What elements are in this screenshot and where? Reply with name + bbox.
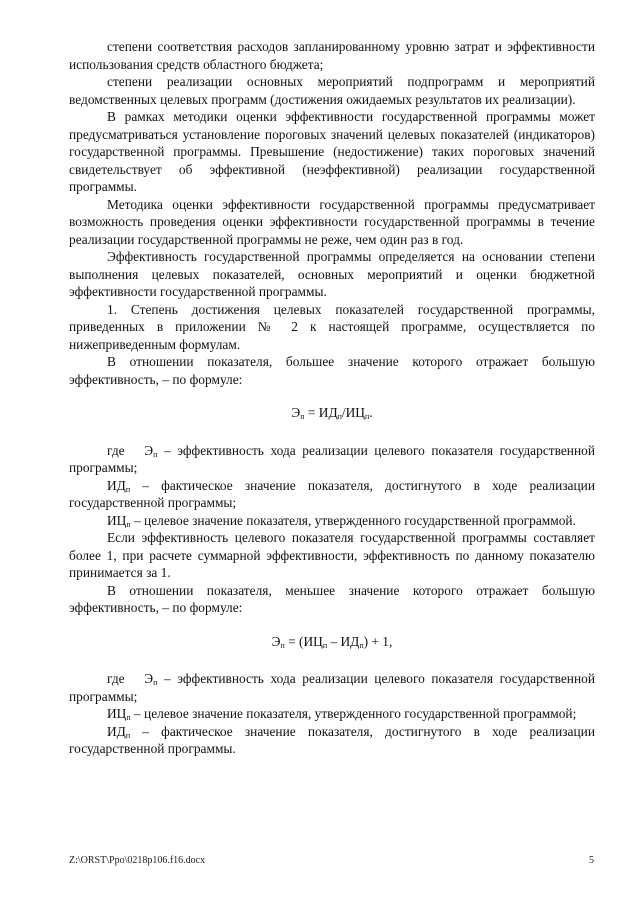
symbol-its-2-sub: п (126, 713, 131, 722)
paragraph-5: Эффективность государственной программы определяется на основании степени выполнения целевых показателей, основных мероприятий и оценки бюджетной эффективности государственной программы. (69, 249, 595, 299)
symbol-its-sub: п (126, 519, 131, 529)
paragraph-3: В рамках методики оценки эффективности государственной программы может предусматриваться установление пороговых значений целевых показателей (индикаторов) государственной программы. Превышение (недостижение) таких пороговых значений свидетельствует об эффективной (неэффективной) реализации государственной программы. (69, 109, 595, 194)
formula-1-numerator-sub: п (337, 412, 342, 421)
formula-1-denominator: ИЦ (345, 405, 365, 420)
formula-2 (69, 633, 595, 651)
formula-2-a: ИЦ (303, 633, 323, 649)
formula-1-lhs: Э (291, 405, 301, 420)
definition-its-2 (69, 705, 595, 723)
symbol-id-sub: п (125, 484, 131, 494)
formula-2-minus: – (327, 633, 341, 649)
definition-e-1-text: – эффективность хода реализации целевого показателя государственной программы; (69, 442, 596, 475)
formula-2-a-sub: п (322, 640, 328, 650)
definition-id-1 (69, 477, 595, 512)
formula-1-div: / (341, 405, 346, 420)
page-number: 5 (589, 855, 594, 866)
symbol-id-2-sub: п (125, 730, 131, 740)
formula-1 (69, 404, 595, 422)
definition-its-1-text: – целевое значение показателя, утвержденного государственной программой. (133, 512, 576, 528)
formula-1-end: . (369, 405, 373, 420)
symbol-its-2: ИЦ (107, 706, 127, 721)
paragraph-11: Если эффективность целевого показателя государственной программы составляет более 1, при расчете суммарной эффективности, эффективность по данному показателю принимается за 1. (69, 530, 595, 580)
formula-1-numerator: ИД (318, 405, 338, 420)
paragraph-4: Методика оценки эффективности государственной программы предусматривает возможность проведения оценки эффективности государственной программы в течение реализации государственной программы не реже, чем один раз в год. (69, 196, 595, 247)
paragraph-7: В отношении показателя, большее значение которого отражает большую эффективность, – по формуле: (69, 354, 595, 387)
where-word: где (107, 442, 125, 458)
paragraph-1: степени соответствия расходов запланированному уровню затрат и эффективности использования средств областного бюджета; (69, 39, 595, 72)
formula-1-lhs-sub: п (300, 412, 305, 421)
symbol-e-2: Э (144, 671, 154, 686)
symbol-e: Э (144, 442, 154, 458)
formula-1-denominator-sub: п (364, 412, 370, 421)
where-word-2: где (107, 671, 125, 686)
symbol-e-2-sub: п (153, 678, 158, 687)
formula-2-lhs: Э (271, 633, 281, 649)
formula-2-b: ИД (340, 633, 360, 649)
symbol-id: ИД (107, 477, 126, 493)
definition-its-2-text: – целевое значение показателя, утвержденного государственной программой; (133, 706, 577, 721)
formula-2-end: ) + 1, (363, 633, 393, 649)
symbol-e-sub: п (153, 449, 158, 459)
definition-e-2 (69, 670, 595, 705)
paragraph-2: степени реализации основных мероприятий подпрограмм и мероприятий ведомственных целевых программ (достижения ожидаемых результатов их реализации). (69, 74, 595, 107)
definition-its-1 (69, 512, 595, 530)
formula-1-eq: = (304, 405, 319, 420)
symbol-id-2: ИД (107, 723, 126, 739)
definition-e-1 (69, 442, 595, 477)
definition-id-1-text: – фактическое значение показателя, достигнутого в ходе реализации государственной программы; (69, 477, 595, 510)
paragraph-12: В отношении показателя, меньшее значение которого отражает большую эффективность, – по формуле: (69, 582, 595, 615)
formula-2-lhs-sub: п (280, 640, 285, 650)
definition-id-2-text: – фактическое значение показателя, достигнутого в ходе реализации государственной программы. (69, 723, 595, 756)
formula-2-eq: = ( (284, 633, 304, 649)
symbol-its: ИЦ (107, 512, 127, 528)
footer-file-path: Z:\ORST\Ppo\0218p106.f16.docx (69, 855, 206, 866)
document-page (69, 38, 595, 758)
definition-id-2 (69, 723, 595, 758)
formula-2-b-sub: п (359, 640, 364, 650)
definition-e-2-text: – эффективность хода реализации целевого показателя государственной программы; (69, 671, 596, 704)
paragraph-6: 1. Степень достижения целевых показателей государственной программы, приведенных в приложении № 2 к настоящей программе, осуществляется по нижеприведенным формулам. (69, 301, 595, 352)
